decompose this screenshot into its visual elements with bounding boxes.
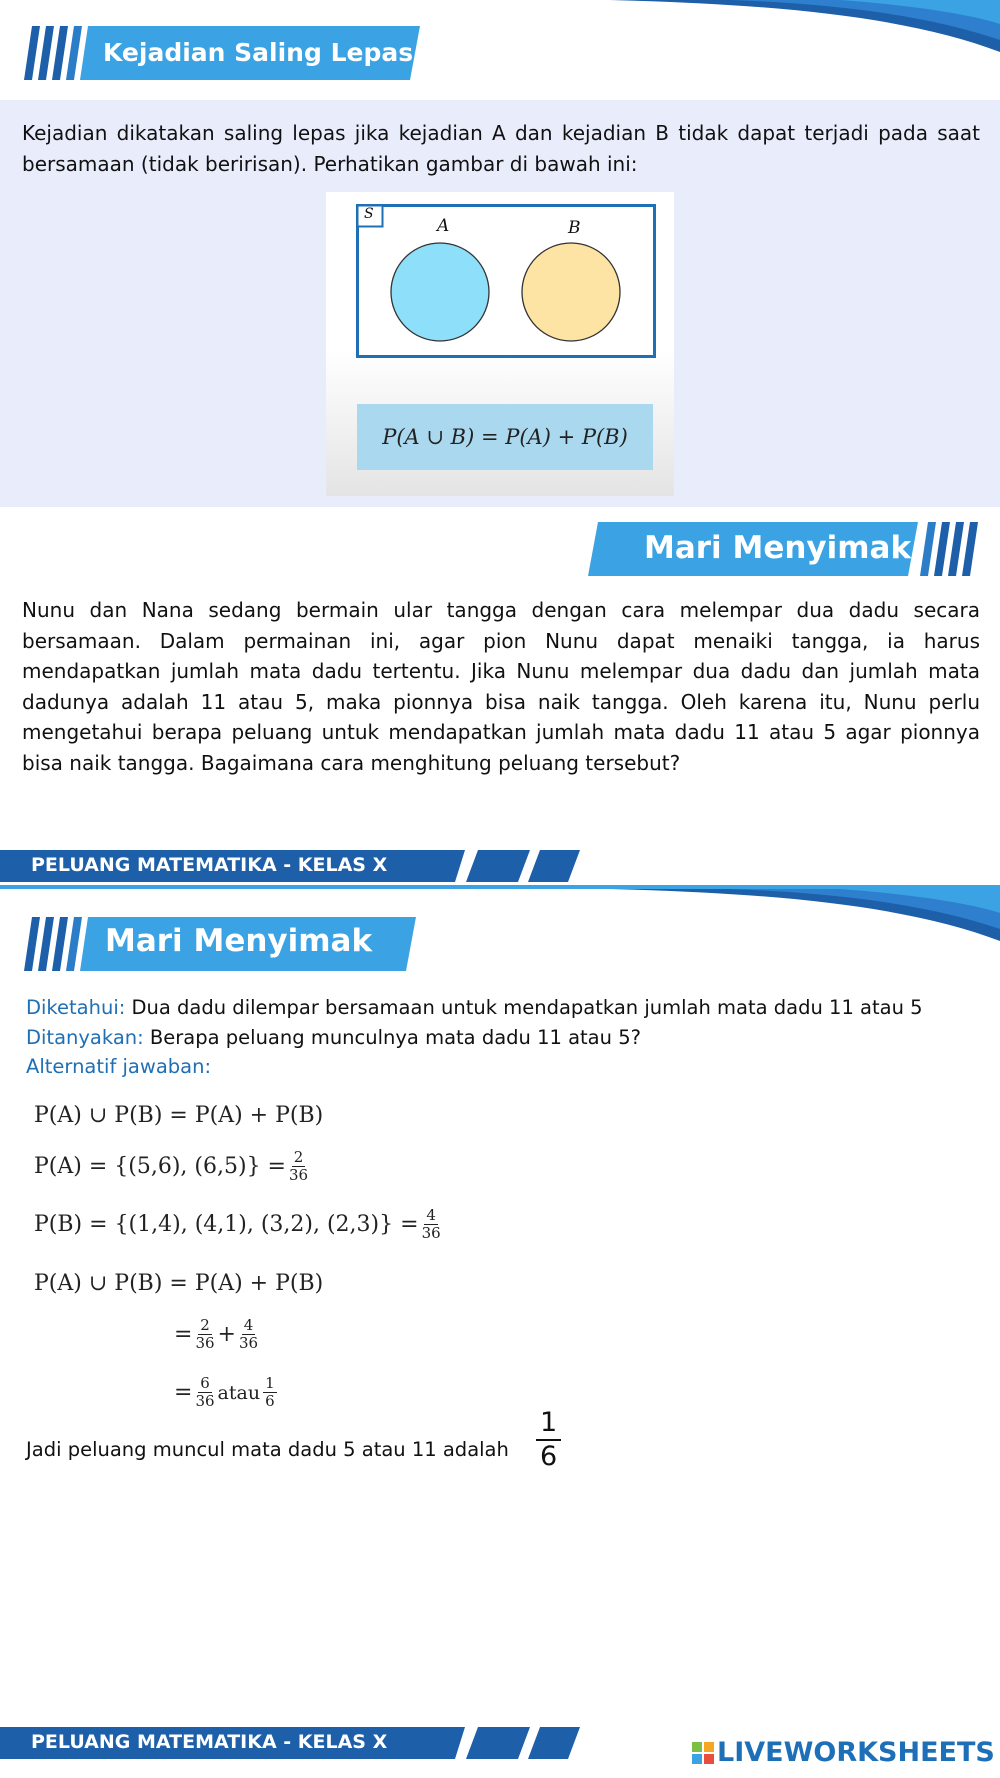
math-line-3-prefix: P(B) = {(1,4), (4,1), (3,2), (2,3)} =: [34, 1212, 419, 1238]
corner-swoosh-decoration: [580, 0, 1000, 60]
fraction: [289, 1149, 308, 1185]
math-line-5: [174, 1317, 261, 1353]
math-line-1: P(A) ∪ P(B) = P(A) + P(B): [34, 1103, 324, 1128]
equals-sign: =: [174, 1380, 193, 1406]
known-line: [26, 996, 923, 1019]
fraction-numerator: 4: [426, 1206, 436, 1224]
fraction-numerator: 2: [200, 1316, 210, 1334]
universe-label: S: [364, 206, 374, 222]
fraction-denominator: 36: [195, 1392, 215, 1411]
math-line-4: P(A) ∪ P(B) = P(A) + P(B): [34, 1271, 324, 1296]
brand-name: LIVEWORKSHEETS: [717, 1737, 995, 1768]
page-2: [0, 889, 1000, 1778]
known-label: Diketahui:: [26, 996, 126, 1019]
conclusion-text: Jadi peluang muncul mata dadu 5 atau 11 adalah: [26, 1438, 509, 1461]
set-a-label: A: [437, 216, 450, 236]
fraction: [239, 1317, 258, 1353]
answer-fraction: [536, 1407, 561, 1474]
fraction: [195, 1317, 214, 1353]
fraction-denominator: 36: [289, 1166, 309, 1185]
math-line-3: [34, 1207, 444, 1243]
math-line-2-prefix: P(A) = {(5,6), (6,5)} =: [34, 1154, 286, 1180]
liveworksheets-logo-icon: [692, 1742, 714, 1764]
known-text: Dua dadu dilempar bersamaan untuk mendapatkan jumlah mata dadu 11 atau 5: [125, 996, 923, 1019]
math-line-2: [34, 1149, 311, 1185]
plus-sign: +: [217, 1322, 236, 1348]
asked-label: Ditanyakan:: [26, 1026, 144, 1049]
fraction: [263, 1375, 277, 1411]
fraction: [422, 1207, 441, 1243]
math-line-6: [174, 1375, 280, 1411]
fraction-denominator: 6: [265, 1392, 275, 1411]
set-b-label: B: [568, 218, 581, 238]
fraction-denominator: 36: [421, 1224, 441, 1243]
asked-line: [26, 1026, 641, 1049]
fraction: [195, 1375, 214, 1411]
venn-diagram: [356, 204, 656, 366]
intro-paragraph: Kejadian dikatakan saling lepas jika kejadian A dan kejadian B tidak dapat terjadi pada saat bersamaan (tidak beririsan). Perhatikan gambar di bawah ini:: [22, 121, 980, 176]
fraction-denominator: 36: [238, 1334, 259, 1353]
section-title: Kejadian Saling Lepas: [103, 38, 414, 67]
union-formula-box: P(A ∪ B) = P(A) + P(B): [357, 404, 653, 470]
venn-diagram-card: [326, 192, 674, 496]
or-word: atau: [217, 1381, 261, 1404]
corner-swoosh-decoration: [580, 889, 1000, 949]
footer-label: PELUANG MATEMATIKA - KELAS X: [31, 1731, 388, 1753]
footer-label: PELUANG MATEMATIKA - KELAS X: [31, 854, 388, 876]
alt-answer-label: Alternatif jawaban:: [26, 1055, 212, 1078]
story-paragraph: Nunu dan Nana sedang bermain ular tangga dengan cara melempar dua dadu secara bersamaan. Dalam permainan ini, agar pion Nunu dapat menaiki tangga, ia harus mendapatkan jumlah mata dadu tertentu. Jika Nunu melempar dua dadu dan jumlah mata dadunya adalah 11 atau 5, maka pionnya bisa naik tangga. Oleh karena itu, Nunu perlu mengetahui berapa peluang untuk mendapatkan jumlah mata dadu 11 atau 5 agar pionnya bisa naik tangga. Bagaimana cara menghitung peluang tersebut?: [22, 598, 980, 775]
section-title: Mari Menyimak: [105, 923, 373, 959]
fraction-numerator: 4: [243, 1316, 254, 1334]
menyimak-title: Mari Menyimak: [644, 530, 912, 566]
equals-sign: =: [174, 1322, 193, 1348]
liveworksheets-brand[interactable]: [692, 1737, 995, 1768]
fraction-numerator: 1: [265, 1374, 275, 1392]
fraction-numerator: 6: [200, 1374, 210, 1392]
asked-text: Berapa peluang munculnya mata dadu 11 atau 5?: [143, 1026, 641, 1049]
fraction-numerator: 2: [293, 1148, 304, 1166]
answer-denominator: 6: [540, 1441, 558, 1473]
fraction-denominator: 36: [195, 1334, 215, 1353]
answer-numerator: 1: [536, 1407, 561, 1441]
